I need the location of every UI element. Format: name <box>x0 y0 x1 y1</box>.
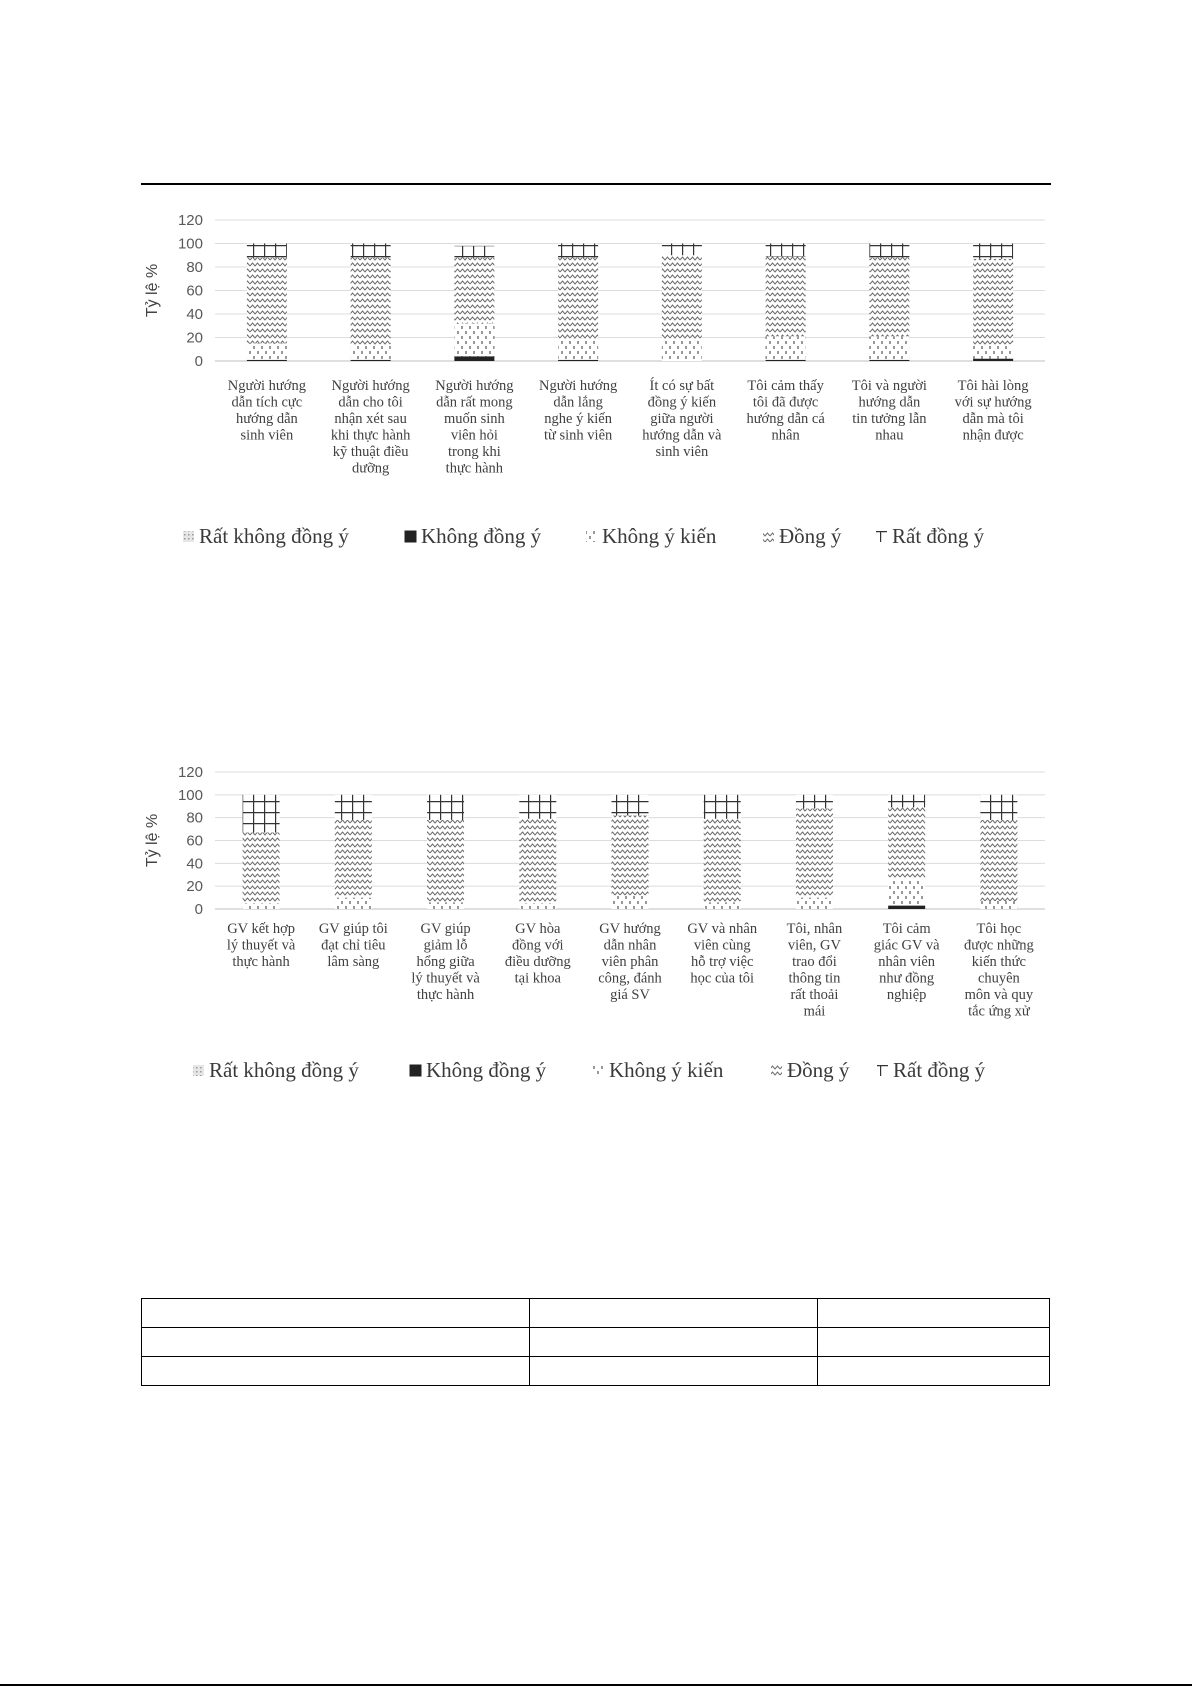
bar-segment <box>243 833 280 904</box>
bar-segment <box>704 819 741 902</box>
bar-segment <box>427 795 464 820</box>
x-tick-label: Tôi cảm giác GV và nhân viên như đồng nghiệp <box>873 921 940 1003</box>
bar-segment <box>454 356 494 361</box>
table-cell <box>530 1299 818 1328</box>
bar-segment <box>973 359 1013 361</box>
x-tick-label: Ít có sự bất đồng ý kiến giữa người hướng dẫn và sinh viên <box>642 378 722 460</box>
y-tick-label: 20 <box>186 329 203 347</box>
x-tick-label: GV giúp tôi đạt chỉ tiêu lâm sàng <box>318 921 388 970</box>
y-tick-label: 120 <box>177 212 203 229</box>
y-tick-label: 20 <box>186 878 203 896</box>
legend-entry: Không đồng ý <box>426 1058 547 1082</box>
table-row <box>142 1357 1050 1386</box>
bar-segment <box>766 336 806 360</box>
x-tick-label: Tôi, nhân viên, GV trao đổi thông tin rất thoải mái <box>786 921 843 1020</box>
bar-segment <box>427 820 464 902</box>
table-cell <box>142 1299 530 1328</box>
bar-segment <box>247 343 287 359</box>
bar-segment <box>766 360 806 361</box>
x-tick-label: GV giúp giảm lỗ hổng giữa lý thuyết và thực hành <box>411 921 480 1003</box>
bar-segment <box>335 820 372 898</box>
bar-segment <box>558 244 598 258</box>
x-tick-label: Tôi và người hướng dẫn tin tưởng lẫn nhau <box>851 378 927 444</box>
x-tick-label: Người hướng dẫn tích cực hướng dẫn sinh viên <box>227 378 306 444</box>
bar-segment <box>980 820 1017 901</box>
bar-segment <box>519 819 556 903</box>
legend-entry: Rất đồng ý <box>892 524 985 548</box>
chart-2 <box>0 735 1192 1115</box>
bar-segment <box>662 340 702 361</box>
table-cell <box>818 1299 1050 1328</box>
y-tick-label: 80 <box>186 809 203 827</box>
bar-segment <box>796 809 833 898</box>
legend-entry: Không ý kiến <box>602 524 717 548</box>
y-axis-label: Tỷ lệ % <box>144 263 161 318</box>
legend-entry: Đồng ý <box>779 524 842 548</box>
bar-segment <box>980 795 1017 820</box>
y-tick-label: 60 <box>186 832 203 850</box>
x-tick-label: Người hướng dẫn lắng nghe ý kiến từ sinh viên <box>539 378 618 444</box>
bar-segment <box>662 255 702 340</box>
bar-segment <box>335 898 372 909</box>
legend-swatch <box>405 531 416 542</box>
x-tick-label: GV hòa đồng với điều dưỡng tại khoa <box>504 921 571 987</box>
bar-segment <box>888 795 925 808</box>
bar-segment <box>796 898 833 909</box>
y-tick-label: 40 <box>186 306 203 323</box>
bar-segment <box>704 902 741 909</box>
x-tick-label: GV hướng dẫn nhân viên phân công, đánh giá SV <box>598 921 662 1003</box>
bar-segment <box>869 360 909 361</box>
bar-segment <box>973 259 1013 345</box>
legend-swatch <box>586 531 597 542</box>
y-tick-label: 0 <box>194 901 203 918</box>
y-tick-label: 40 <box>186 855 203 873</box>
legend <box>183 524 985 548</box>
bar-segment <box>980 901 1017 909</box>
bar-segment <box>704 795 741 819</box>
table-cell <box>530 1357 818 1386</box>
bar-segment <box>558 339 598 360</box>
table-cell <box>142 1357 530 1386</box>
bar-segment <box>869 258 909 337</box>
legend-swatch <box>876 531 887 542</box>
legend <box>193 1058 986 1082</box>
legend-swatch <box>763 531 774 542</box>
y-tick-label: 100 <box>177 235 203 253</box>
bar-segment <box>558 258 598 339</box>
bar-segment <box>243 903 280 909</box>
legend-swatch <box>410 1065 421 1076</box>
bar-segment <box>351 258 391 346</box>
legend-swatch <box>593 1065 604 1076</box>
bar-segment <box>612 795 649 816</box>
bar-segment <box>612 815 649 895</box>
x-tick-label: GV và nhân viên cùng hỗ trợ việc học của tôi <box>687 921 758 987</box>
x-tick-label: Người hướng dẫn rất mong muốn sinh viên hỏi trong khi thực hành <box>435 378 514 477</box>
bar-segment <box>427 902 464 909</box>
x-tick-label: Tôi cảm thấy tôi đã được hướng dẫn cá nhân <box>746 378 825 444</box>
x-tick-label: Tôi học được những kiến thức chuyên môn và quy tắc ứng xử <box>964 921 1034 1020</box>
table-row <box>142 1328 1050 1357</box>
y-axis-label: Tỷ lệ % <box>144 813 161 868</box>
bar-segment <box>247 244 287 258</box>
table-cell <box>818 1357 1050 1386</box>
x-tick-label: Người hướng dẫn cho tôi nhận xét sau khi thực hành kỹ thuật điều dưỡng <box>330 378 411 477</box>
legend-swatch <box>193 1065 204 1076</box>
table-cell <box>530 1328 818 1357</box>
legend-entry: Không đồng ý <box>421 524 542 548</box>
bar-segment <box>973 345 1013 359</box>
bar-segment <box>351 360 391 361</box>
y-tick-label: 0 <box>194 353 203 370</box>
x-tick-label: Tôi hài lòng với sự hướng dẫn mà tôi nhận được <box>954 378 1032 444</box>
bar-segment <box>519 795 556 819</box>
y-tick-label: 120 <box>177 764 203 781</box>
bar-segment <box>869 244 909 258</box>
table-cell <box>818 1328 1050 1357</box>
top-rule <box>141 183 1051 185</box>
table-row <box>142 1299 1050 1328</box>
bar-segment <box>869 336 909 360</box>
table-cell <box>142 1328 530 1357</box>
bar-segment <box>766 256 806 336</box>
bar-segment <box>888 879 925 905</box>
bar-segment <box>612 895 649 909</box>
bar-segment <box>454 246 494 258</box>
legend-entry: Rất không đồng ý <box>209 1058 359 1082</box>
bar-segment <box>335 795 372 820</box>
bar-segment <box>247 258 287 344</box>
y-tick-label: 80 <box>186 259 203 276</box>
legend-swatch <box>183 531 194 542</box>
bar-segment <box>766 244 806 257</box>
bar-segment <box>662 244 702 256</box>
y-tick-label: 60 <box>186 282 203 300</box>
bar-segment <box>796 795 833 809</box>
bar-segment <box>519 903 556 909</box>
bar-segment <box>351 346 391 360</box>
y-tick-label: 100 <box>177 786 203 804</box>
bar-segment <box>454 258 494 324</box>
bar-segment <box>351 244 391 258</box>
legend-entry: Rất không đồng ý <box>199 524 349 548</box>
empty-table <box>141 1298 1050 1386</box>
x-tick-label: GV kết hợp lý thuyết và thực hành <box>226 921 296 970</box>
bar-segment <box>247 360 287 361</box>
chart-1 <box>0 190 1192 570</box>
legend-swatch <box>771 1065 782 1076</box>
bar-segment <box>973 244 1013 259</box>
bar-segment <box>243 795 280 833</box>
bar-segment <box>558 360 598 361</box>
bar-segment <box>888 906 925 909</box>
bar-segment <box>454 323 494 356</box>
bar-segment <box>888 807 925 879</box>
legend-entry: Không ý kiến <box>609 1058 724 1082</box>
legend-entry: Đồng ý <box>787 1058 850 1082</box>
legend-swatch <box>877 1065 888 1076</box>
legend-entry: Rất đồng ý <box>893 1058 986 1082</box>
